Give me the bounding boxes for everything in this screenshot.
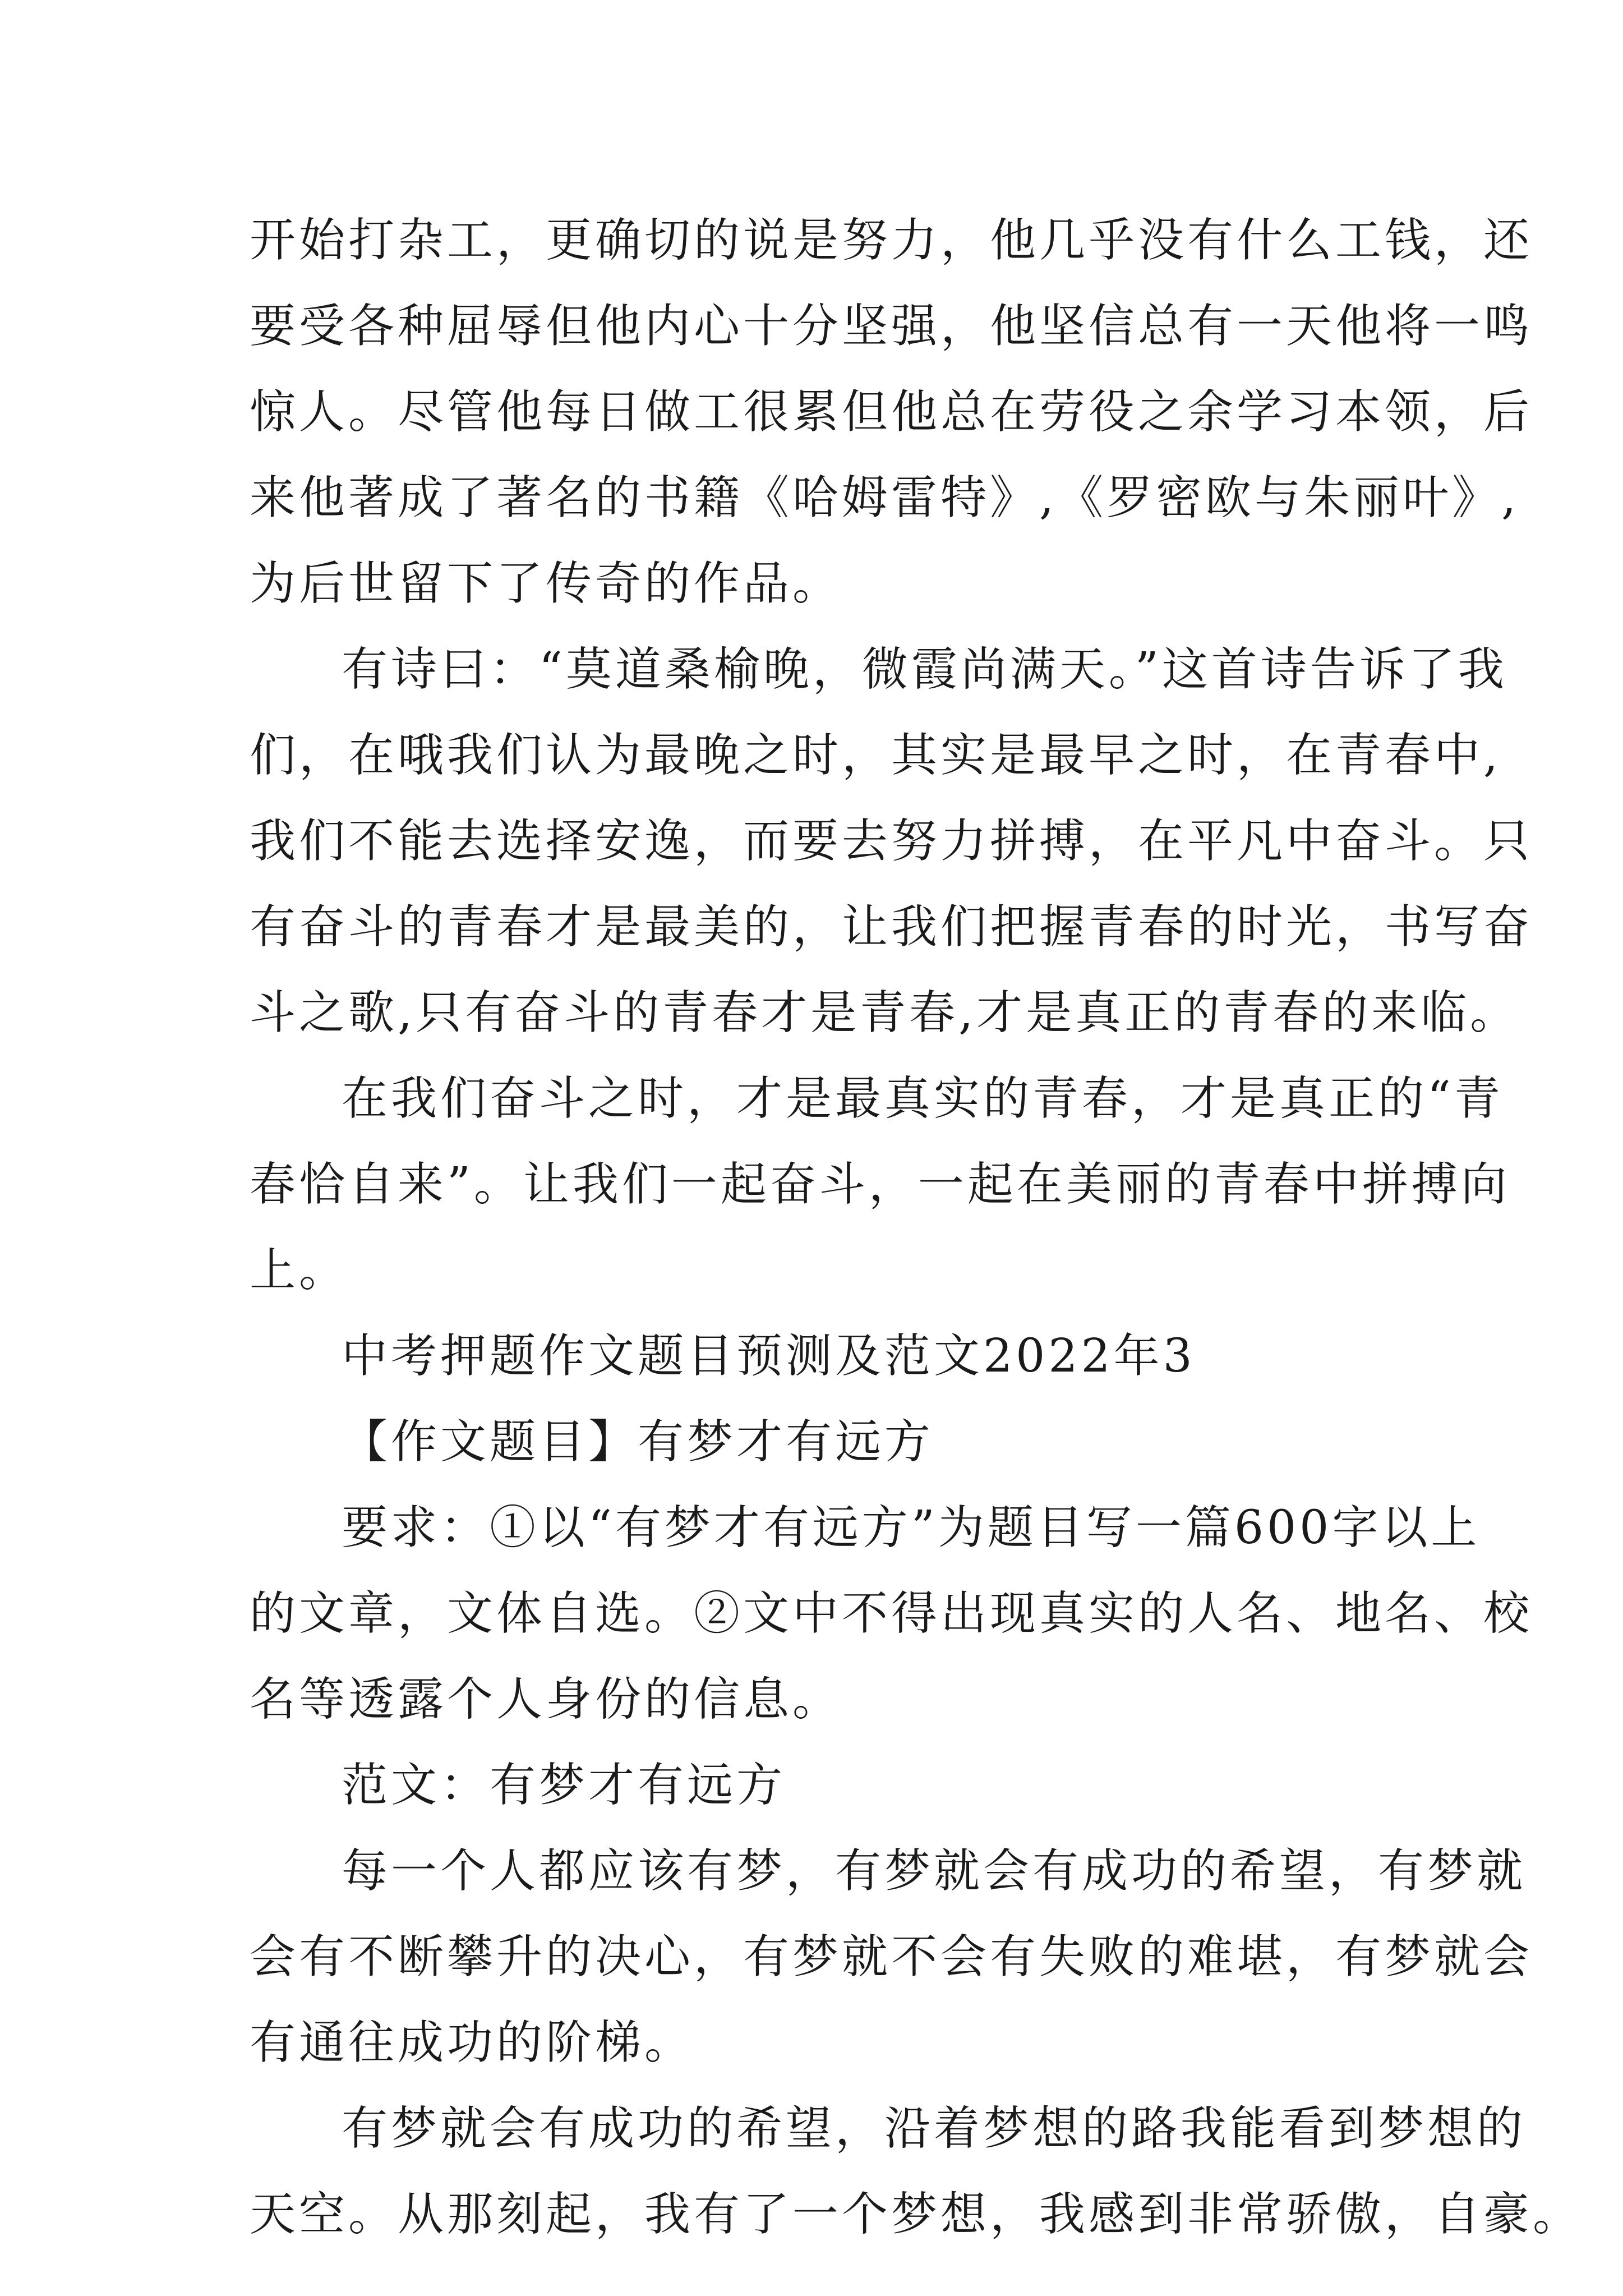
text-line: 会有不断攀升的决心，有梦就不会有失败的难堪，有梦就会 — [250, 1930, 1533, 1984]
text-line: 为后世留下了传奇的作品。 — [250, 557, 842, 610]
text-line: 天空。从那刻起，我有了一个梦想，我感到非常骄傲，自豪。 — [250, 2188, 1583, 2241]
section-heading: 中考押题作文题目预测及范文2022年3 — [342, 1329, 1196, 1383]
text-line: 在我们奋斗之时，才是最真实的青春，才是真正的“青 — [342, 1072, 1504, 1125]
text-line: 要受各种屈辱但他内心十分坚强，他坚信总有一天他将一鸣 — [250, 300, 1533, 353]
sample-essay-title: 范文：有梦才有远方 — [342, 1759, 786, 1812]
essay-prompt-title: 【作文题目】有梦才有远方 — [342, 1415, 934, 1469]
text-line: 要求：①以“有梦才有远方”为题目写一篇600字以上 — [342, 1501, 1481, 1554]
text-line: 斗之歌,只有奋斗的青春才是青春,才是真正的青春的来临。 — [250, 986, 1520, 1039]
text-line: 有诗曰：“莫道桑榆晚，微霞尚满天。”这首诗告诉了我 — [342, 643, 1507, 696]
text-line: 有梦就会有成功的希望，沿着梦想的路我能看到梦想的 — [342, 2102, 1527, 2155]
paragraph — [250, 2086, 1583, 2257]
paragraph — [250, 197, 1533, 627]
paragraph — [250, 1399, 1382, 1485]
paragraph — [250, 1313, 1382, 1399]
text-line: 每一个人都应该有梦，有梦就会有成功的希望，有梦就 — [342, 1844, 1527, 1898]
text-line: 上。 — [250, 1244, 349, 1297]
paragraph — [250, 1742, 1382, 1828]
text-line: 们，在哦我们认为最晚之时，其实是最早之时，在青春中, — [250, 729, 1502, 782]
text-line: 我们不能去选择安逸，而要去努力拼搏，在平凡中奋斗。只 — [250, 815, 1533, 868]
text-line: 开始打杂工，更确切的说是努力，他几乎没有什么工钱，还 — [250, 214, 1533, 267]
paragraph — [250, 1828, 1533, 2086]
text-line: 的文章，文体自选。②文中不得出现真实的人名、地名、校 — [250, 1587, 1533, 1640]
text-line: 惊人。尽管他每日做工很累但他总在劳役之余学习本领，后 — [250, 385, 1533, 439]
document-body — [250, 197, 1583, 2257]
text-line: 来他著成了著名的书籍《哈姆雷特》,《罗密欧与朱丽叶》, — [250, 471, 1520, 524]
text-line: 名等透露个人身份的信息。 — [250, 1673, 842, 1726]
text-line: 有通往成功的阶梯。 — [250, 2016, 694, 2069]
text-line: 有奋斗的青春才是最美的，让我们把握青春的时光，书写奋 — [250, 900, 1533, 954]
paragraph — [250, 1056, 1510, 1313]
paragraph — [250, 627, 1533, 1056]
text-line: 春恰自来”。让我们一起奋斗，一起在美丽的青春中拼搏向 — [250, 1158, 1510, 1211]
paragraph — [250, 1485, 1533, 1742]
